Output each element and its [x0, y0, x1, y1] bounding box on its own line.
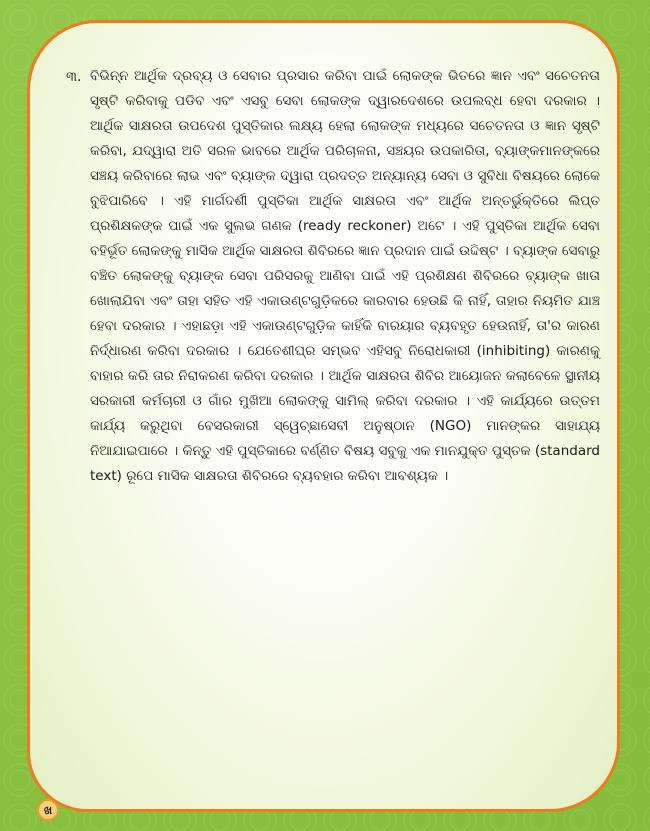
body-paragraph: ବିଭିନ୍ନ ଆର୍ଥିକ ଦ୍ରବ୍ୟ ଓ ସେବାର ପ୍ରସାର କରିବା ପାଇଁ ଲୋକଙ୍କ ଭିତରେ ଜ୍ଞାନ ଏବଂ ସଚେତନତା ସୃଷ୍ଟି କରିବାକୁ ପଡିବ ଏବଂ ଏସବୁ ସେବା ଲୋକଙ୍କ ଦ୍ୱାରଦେଶରେ ଉପଲବ୍ଧ ହେବା ଦରକାର । ଆର୍ଥିକ ସାକ୍ଷରତା ଉପଦେଶ ପୁସ୍ତିକାର ଲକ୍ଷ୍ୟ ହେଲା ଲୋକଙ୍କ ମଧ୍ୟରେ ସଚେତନତା ଓ ଜ୍ଞାନ ସୃଷ୍ଟି କରିବା, ଯଦ୍ୱାରା ଅତି ସରଳ ଭାବରେ ଆର୍ଥିକ ପରିଚାଳନା, ସଞ୍ଚୟର ଉପକାରିତା, ବ୍ୟାଙ୍କମାନଙ୍କରେ ସଞ୍ଚୟ କରିବାରେ ଲାଭ ଏବଂ ବ୍ୟାଙ୍କ ଦ୍ୱାରା ପ୍ରଦତ୍ତ ଅନ୍ୟାନ୍ୟ ସେବା ଓ ସୁବିଧା ବିଷୟରେ ଲୋକେ ବୁଝିପାରିବେ । ଏହି ମାର୍ଗଦର୍ଶୀ ପୁସ୍ତିକା ଆର୍ଥିକ ସାକ୍ଷରତା ଏବଂ ଆର୍ଥିକ ଅନ୍ତର୍ଭୁକ୍ତିରେ ଲିପ୍ତ ପ୍ରଶିକ୍ଷକଙ୍କ ପାଇଁ ଏକ ସୁଲଭ ଗଣକ (ready reckoner) ଅଟେ । ଏହି ପୁସ୍ତିକା ଆର୍ଥିକ ସେବା ବହିର୍ଭୂତ ଲୋକଙ୍କୁ ମାସିକ ଆର୍ଥିକ ସାକ୍ଷରତା ଶିବିରରେ ଜ୍ଞାନ ପ୍ରଦାନ ପାଇଁ ଉଦ୍ଦିଷ୍ଟ । ବ୍ୟାଙ୍କ ସେବାରୁ ବଞ୍ଚିତ ଲୋକଙ୍କୁ ବ୍ୟାଙ୍କ ସେବା ପରିସରକୁ ଆଣିବା ପାଇଁ ଏହି ପ୍ରଶିକ୍ଷଣ ଶିବିରରେ ବ୍ୟାଙ୍କ ଖାତା ଖୋଲାଯିବା ଏବଂ ତାହା ସହିତ ଏହି ଏକାଉଣ୍ଟଗୁଡ଼ିକରେ କାରବାର ହେଉଛି କି ନାହିଁ, ତାହାର ନିୟମିତ ଯାଞ୍ଚ ହେବା ଦରକାର । ଏହାଛଡ଼ା ଏହି ଏକାଉଣ୍ଟଗୁଡ଼ିକ କାହିଁକି ବାରୟାର ବ୍ୟବହୃତ ହେଉନାହିଁ, ତା'ର କାରଣ ନିର୍ଦ୍ଧାରଣ କରିବା ଦରକାର । ଯେତେଶୀଘ୍ର ସମ୍ଭବ ଏହିସବୁ ନିରୋଧକାରୀ (inhibiting) କାରଣକୁ ବାହାର କରି ତାର ନିରାକରଣ କରିବା ଦରକାର । ଆର୍ଥିକ ସାକ୍ଷରତା ଶିବିର ଆୟୋଜନ କଲାବେଳେ ସ୍ଥାନୀୟ ସରକାରୀ କର୍ମଚାରୀ ଓ ଗାଁର ମୁଖିଆ ଲୋକଙ୍କୁ ସାମିଲ୍ କରିବା ଦରକାର । ଏହି କାର୍ଯ୍ୟରେ ଉତ୍ତମ କାର୍ଯ୍ୟ କରୁଥିବା ବେସରକାରୀ ସ୍ୱେଚ୍ଛାସେବୀ ଅନୁଷ୍ଠାନ (NGO) ମାନଙ୍କର ସାହାଯ୍ୟ ନିଆଯାଇପାରେ । କିନ୍ତୁ ଏହି ପୁସ୍ତିକାରେ ବର୍ଣ୍ଣିତ ବିଷୟ ସବୁକୁ ଏକ ମାନଯୁକ୍ତ ପୁସ୍ତକ (standard text) ରୂପେ ମାସିକ ସାକ୍ଷରତା ଶିବିରରେ ବ୍ୟବହାର କରିବା ଆବଶ୍ୟକ । — [90, 68, 600, 484]
page-number-badge: ଖ — [37, 799, 59, 821]
item-number: ୩. — [66, 69, 82, 85]
